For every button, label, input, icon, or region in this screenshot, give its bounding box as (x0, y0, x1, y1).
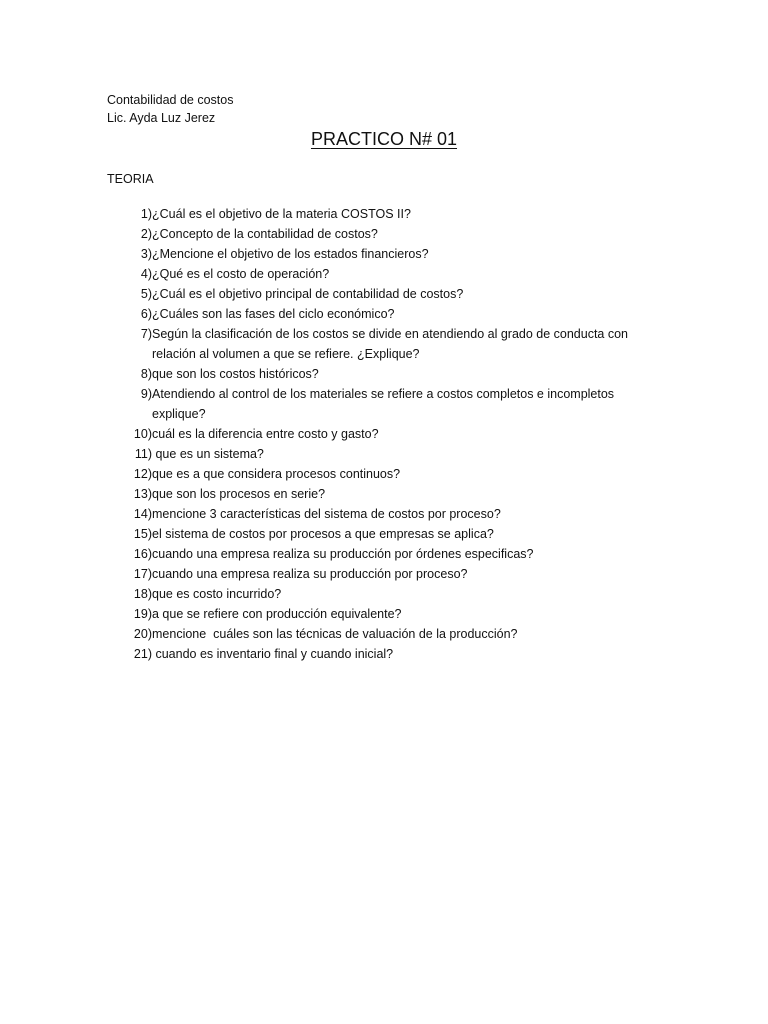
list-item (107, 564, 647, 584)
question-number: 17) (133, 567, 152, 581)
list-item (107, 504, 647, 524)
question-number: 19) (133, 607, 152, 621)
question-text: cuál es la diferencia entre costo y gasto? (152, 427, 379, 441)
question-text: a que se refiere con producción equivalente? (152, 607, 402, 621)
question-number: 7) (140, 327, 152, 341)
question-text: ¿Concepto de la contabilidad de costos? (152, 227, 378, 241)
question-text: cuando una empresa realiza su producción por proceso? (152, 567, 468, 581)
list-item (107, 384, 647, 424)
list-item (107, 264, 647, 284)
question-text: cuando una empresa realiza su producción por órdenes especificas? (152, 547, 534, 561)
list-item (107, 464, 647, 484)
question-text: Atendiendo al control de los materiales se refiere a costos completos e incompletos explique? (152, 387, 618, 421)
question-text: ¿Cuál es el objetivo de la materia COSTOS II? (152, 207, 411, 221)
question-number: 16) (133, 547, 152, 561)
question-text: ¿Mencione el objetivo de los estados financieros? (152, 247, 429, 261)
question-number: 5) (140, 287, 152, 301)
question-number: 4) (140, 267, 152, 281)
question-text: que es a que considera procesos continuos? (152, 467, 401, 481)
list-item (107, 544, 647, 564)
question-text: mencione 3 características del sistema de costos por proceso? (152, 507, 501, 521)
list-item (107, 424, 647, 444)
question-number: 6) (140, 307, 152, 321)
list-item (107, 484, 647, 504)
question-number: 8) (140, 367, 152, 381)
question-text: ¿Cuáles son las fases del ciclo económico? (152, 307, 395, 321)
question-number: 11) (134, 447, 152, 461)
question-text: el sistema de costos por procesos a que empresas se aplica? (152, 527, 494, 541)
question-text: ¿Cuál es el objetivo principal de contabilidad de costos? (152, 287, 464, 301)
question-number: 13) (133, 487, 152, 501)
question-number: 10) (133, 427, 152, 441)
question-text: mencione cuáles son las técnicas de valuación de la producción? (152, 627, 518, 641)
list-item (107, 204, 647, 224)
list-item (107, 324, 647, 364)
question-text: cuando es inventario final y cuando inicial? (152, 647, 394, 661)
question-text: que es un sistema? (152, 447, 264, 461)
document-title: PRACTICO N# 01 (310, 129, 458, 149)
question-number: 3) (140, 247, 152, 261)
course-name: Contabilidad de costos (107, 93, 234, 107)
list-item (107, 244, 647, 264)
list-item (107, 304, 647, 324)
question-text: que son los costos históricos? (152, 367, 319, 381)
list-item (107, 224, 647, 244)
list-item (107, 364, 647, 384)
question-number: 15) (133, 527, 152, 541)
question-number: 1) (140, 207, 152, 221)
question-number: 14) (133, 507, 152, 521)
question-text: que son los procesos en serie? (152, 487, 326, 501)
list-item (107, 644, 647, 664)
teacher-name: Lic. Ayda Luz Jerez (107, 111, 216, 125)
question-text: Según la clasificación de los costos se divide en atendiendo al grado de conducta con relación al volumen a que se refiere. ¿Explique? (152, 327, 632, 361)
list-item (107, 284, 647, 304)
list-item (107, 584, 647, 604)
question-number: 18) (133, 587, 152, 601)
question-number: 20) (133, 627, 152, 641)
question-number: 21) (133, 647, 152, 661)
section-heading: TEORIA (107, 172, 154, 186)
question-number: 9) (140, 387, 152, 401)
list-item (107, 624, 647, 644)
questions-list (107, 204, 647, 664)
question-number: 12) (133, 467, 152, 481)
list-item (107, 604, 647, 624)
question-number: 2) (140, 227, 152, 241)
list-item (107, 524, 647, 544)
question-text: que es costo incurrido? (152, 587, 282, 601)
list-item (107, 444, 647, 464)
question-text: ¿Qué es el costo de operación? (152, 267, 330, 281)
